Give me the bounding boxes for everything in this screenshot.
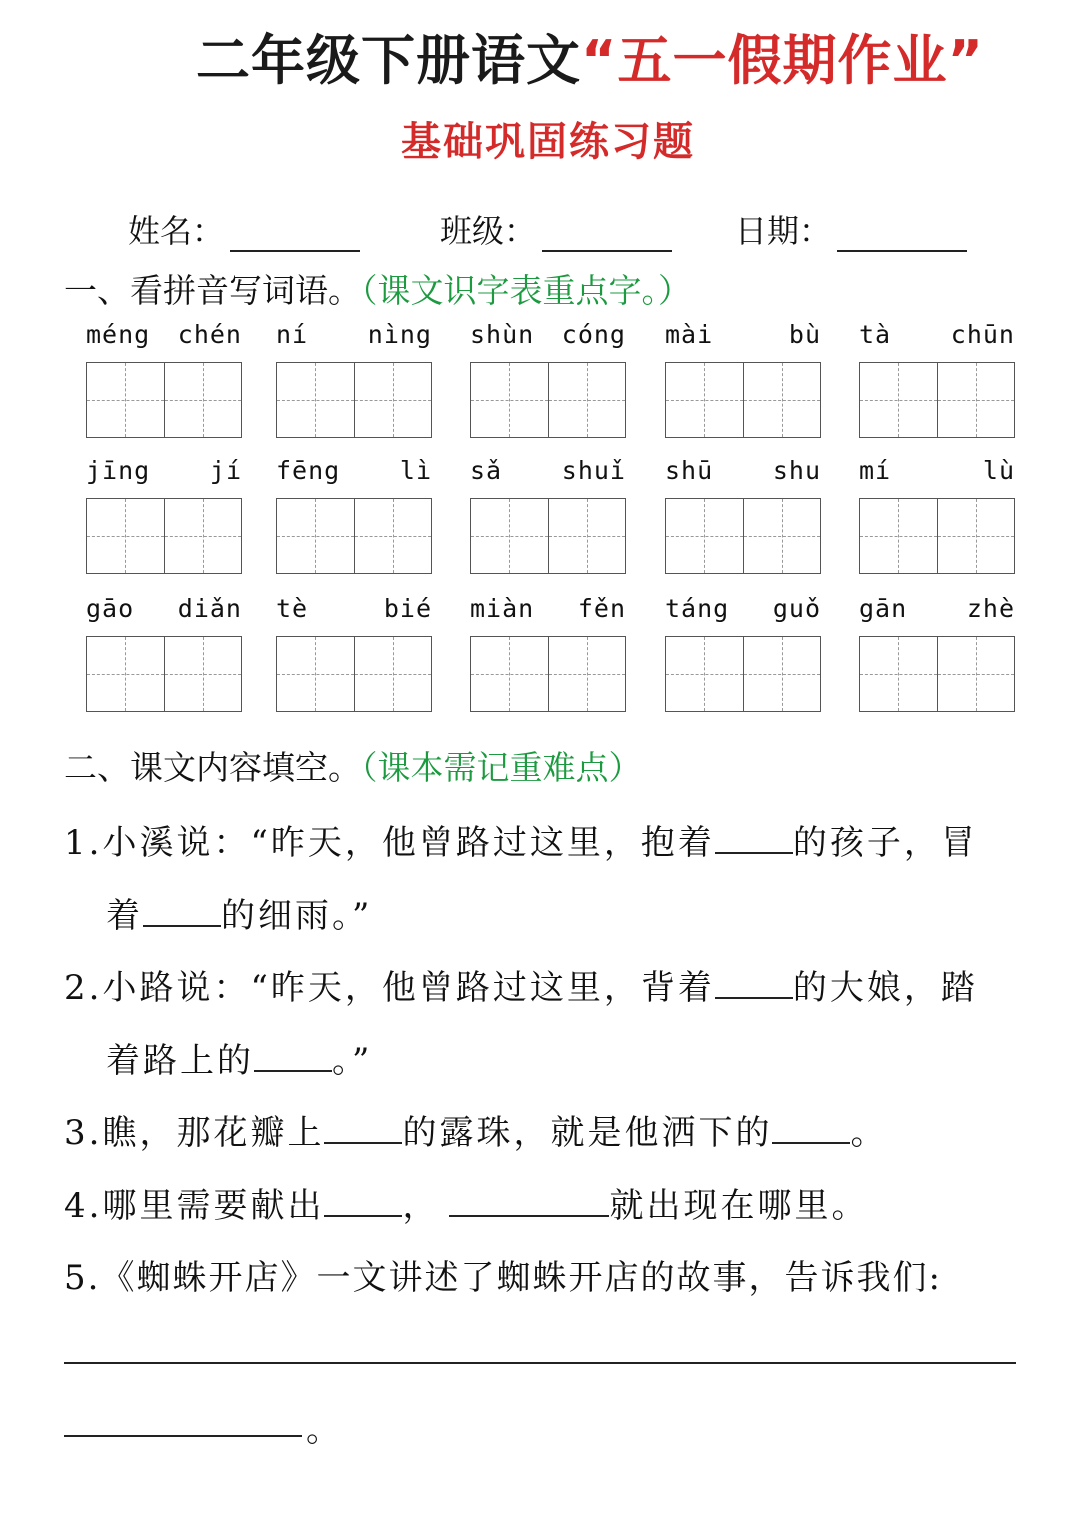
- writing-boxes: [859, 636, 1015, 712]
- pinyin-syllable: lù: [982, 456, 1015, 485]
- pinyin-syllable: cóng: [561, 320, 626, 349]
- pinyin-syllable: bù: [788, 320, 821, 349]
- pinyin-item: [470, 320, 626, 354]
- question-4: 4.哪里需要献出 ， 就出现在哪里。: [64, 1178, 1024, 1227]
- writing-box[interactable]: [471, 499, 548, 573]
- section-2-heading: [64, 742, 642, 789]
- student-info-row: [0, 206, 1080, 256]
- pinyin-text: [859, 320, 1015, 354]
- pinyin-syllable: diǎn: [177, 594, 242, 623]
- writing-box[interactable]: [548, 637, 626, 711]
- pinyin-text: [86, 456, 242, 490]
- pinyin-text: [276, 320, 432, 354]
- question-1-line-1: 1.小溪说：“昨天，他曾路过这里，抱着 的孩子，冒: [64, 815, 1024, 864]
- question-3: 3.瞧，那花瓣上 的露珠，就是他洒下的 。: [64, 1105, 1024, 1154]
- pinyin-syllable: zhè: [966, 594, 1015, 623]
- writing-boxes: [86, 636, 242, 712]
- pinyin-syllable: tè: [276, 594, 309, 623]
- title-grade-subject: 二年级下册语文: [196, 29, 581, 92]
- pinyin-syllable: gāo: [86, 594, 135, 623]
- writing-boxes: [665, 636, 821, 712]
- pinyin-syllable: tà: [859, 320, 892, 349]
- writing-box[interactable]: [354, 363, 432, 437]
- pinyin-text: [470, 594, 626, 628]
- pinyin-text: [470, 320, 626, 354]
- pinyin-text: [859, 456, 1015, 490]
- question-5-answer-line-1[interactable]: [64, 1362, 1016, 1364]
- pinyin-syllable: shu: [772, 456, 821, 485]
- writing-box[interactable]: [471, 637, 548, 711]
- writing-box[interactable]: [87, 363, 164, 437]
- pinyin-syllable: jí: [209, 456, 242, 485]
- pinyin-syllable: fēng: [276, 456, 341, 485]
- writing-boxes: [470, 362, 626, 438]
- pinyin-syllable: guǒ: [772, 594, 821, 623]
- answer-blank[interactable]: [715, 820, 793, 854]
- pinyin-item: [665, 594, 821, 628]
- writing-box[interactable]: [666, 363, 743, 437]
- pinyin-text: [470, 456, 626, 490]
- worksheet-subtitle: 基础巩固练习题: [401, 119, 695, 165]
- writing-box[interactable]: [354, 499, 432, 573]
- question-2-line-1: 2.小路说：“昨天，他曾路过这里，背着 的大娘，踏: [64, 960, 1024, 1009]
- answer-blank[interactable]: [254, 1038, 332, 1072]
- section-2-note: （课本需记重难点）: [361, 748, 642, 787]
- writing-box[interactable]: [860, 363, 937, 437]
- answer-blank[interactable]: [449, 1183, 609, 1217]
- pinyin-item: [859, 456, 1015, 490]
- pinyin-item: [86, 594, 242, 628]
- writing-box[interactable]: [743, 637, 821, 711]
- class-label: 班级：: [440, 212, 537, 250]
- writing-box[interactable]: [937, 363, 1015, 437]
- writing-box[interactable]: [87, 637, 164, 711]
- section-1-heading: [64, 265, 691, 312]
- pinyin-text: [665, 320, 821, 354]
- pinyin-syllable: chūn: [950, 320, 1015, 349]
- writing-boxes: [665, 498, 821, 574]
- question-5-answer-line-2[interactable]: [64, 1435, 302, 1437]
- pinyin-item: [859, 594, 1015, 628]
- writing-boxes: [276, 498, 432, 574]
- writing-boxes: [665, 362, 821, 438]
- writing-box[interactable]: [471, 363, 548, 437]
- writing-box[interactable]: [164, 363, 242, 437]
- pinyin-syllable: mài: [665, 320, 714, 349]
- pinyin-syllable: chén: [177, 320, 242, 349]
- answer-blank[interactable]: [324, 1110, 402, 1144]
- pinyin-syllable: ní: [276, 320, 309, 349]
- pinyin-text: [859, 594, 1015, 628]
- question-1-line-2: 着 的细雨。”: [106, 888, 1066, 937]
- section-1-title: 一、看拼音写词语。: [64, 271, 361, 310]
- class-field: [440, 206, 672, 252]
- writing-box[interactable]: [937, 637, 1015, 711]
- pinyin-syllable: fěn: [577, 594, 626, 623]
- pinyin-text: [665, 456, 821, 490]
- pinyin-syllable: méng: [86, 320, 151, 349]
- pinyin-item: [276, 320, 432, 354]
- pinyin-item: [665, 456, 821, 490]
- date-field: [735, 206, 967, 252]
- name-label: 姓名：: [128, 212, 225, 250]
- pinyin-text: [276, 594, 432, 628]
- pinyin-item: [470, 594, 626, 628]
- writing-box[interactable]: [164, 637, 242, 711]
- writing-box[interactable]: [937, 499, 1015, 573]
- pinyin-syllable: shùn: [470, 320, 535, 349]
- pinyin-text: [665, 594, 821, 628]
- writing-box[interactable]: [277, 637, 354, 711]
- writing-box[interactable]: [743, 499, 821, 573]
- writing-box[interactable]: [860, 499, 937, 573]
- answer-blank[interactable]: [772, 1110, 850, 1144]
- pinyin-item: [276, 594, 432, 628]
- writing-box[interactable]: [666, 499, 743, 573]
- writing-box[interactable]: [277, 363, 354, 437]
- question-5: 5.《蜘蛛开店》一文讲述了蜘蛛开店的故事，告诉我们:: [64, 1258, 942, 1298]
- writing-boxes: [859, 498, 1015, 574]
- pinyin-item: [859, 320, 1015, 354]
- name-field: [128, 206, 360, 252]
- name-input-line[interactable]: [230, 214, 360, 252]
- pinyin-item: [276, 456, 432, 490]
- question-5-end-mark: 。: [306, 1410, 340, 1450]
- writing-box[interactable]: [87, 499, 164, 573]
- answer-blank[interactable]: [324, 1183, 402, 1217]
- section-1-note: （课文识字表重点字。）: [361, 271, 691, 310]
- writing-box[interactable]: [743, 363, 821, 437]
- writing-box[interactable]: [666, 637, 743, 711]
- writing-box[interactable]: [164, 499, 242, 573]
- pinyin-syllable: nìng: [367, 320, 432, 349]
- writing-boxes: [86, 362, 242, 438]
- writing-box[interactable]: [548, 363, 626, 437]
- date-label: 日期：: [735, 212, 832, 250]
- pinyin-text: [276, 456, 432, 490]
- pinyin-syllable: shuǐ: [561, 456, 626, 485]
- title-holiday-homework: “五一假期作业”: [581, 29, 984, 92]
- pinyin-item: [665, 320, 821, 354]
- pinyin-syllable: bié: [383, 594, 432, 623]
- writing-box[interactable]: [860, 637, 937, 711]
- pinyin-item: [470, 456, 626, 490]
- pinyin-syllable: gān: [859, 594, 908, 623]
- pinyin-text: [86, 320, 242, 354]
- writing-boxes: [276, 362, 432, 438]
- pinyin-syllable: miàn: [470, 594, 535, 623]
- question-2-line-2: 着路上的 。”: [106, 1033, 1066, 1082]
- writing-boxes: [86, 498, 242, 574]
- pinyin-syllable: mí: [859, 456, 892, 485]
- writing-boxes: [859, 362, 1015, 438]
- writing-boxes: [276, 636, 432, 712]
- pinyin-syllable: jīng: [86, 456, 151, 485]
- class-input-line[interactable]: [542, 214, 672, 252]
- pinyin-text: [86, 594, 242, 628]
- pinyin-syllable: shū: [665, 456, 714, 485]
- writing-boxes: [470, 498, 626, 574]
- pinyin-item: [86, 456, 242, 490]
- writing-box[interactable]: [548, 499, 626, 573]
- writing-boxes: [470, 636, 626, 712]
- writing-box[interactable]: [354, 637, 432, 711]
- pinyin-item: [86, 320, 242, 354]
- date-input-line[interactable]: [837, 214, 967, 252]
- answer-blank[interactable]: [715, 965, 793, 999]
- writing-box[interactable]: [277, 499, 354, 573]
- answer-blank[interactable]: [143, 893, 221, 927]
- pinyin-syllable: táng: [665, 594, 730, 623]
- worksheet-title: [0, 18, 1080, 95]
- pinyin-syllable: lì: [399, 456, 432, 485]
- pinyin-syllable: sǎ: [470, 456, 503, 485]
- section-2-title: 二、课文内容填空。: [64, 748, 361, 787]
